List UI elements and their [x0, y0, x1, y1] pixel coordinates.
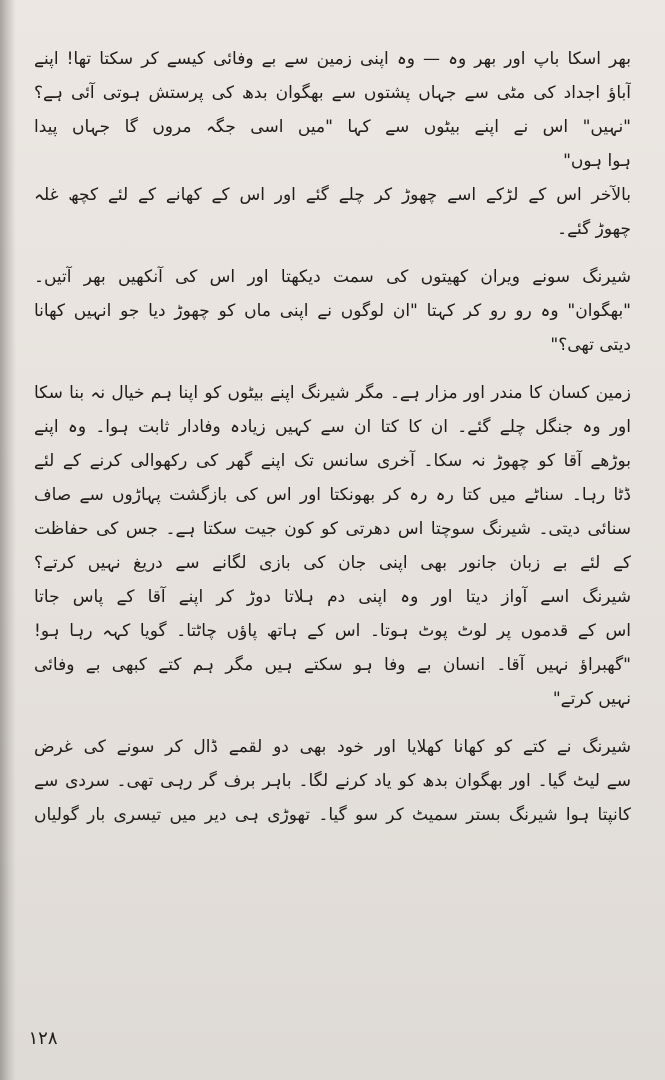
- text-line: "گھبراؤ نہیں آقا۔ انسان بے وفا ہو سکتے ہیں مگر ہم کتے کبھی بے وفائی: [34, 655, 631, 675]
- text-line: شیرنگ نے کتے کو کھانا کھلایا اور خود بھی دو لقمے ڈال کر سونے کی غرض: [34, 737, 631, 757]
- text-line: بھر اسکا باپ اور بھر وہ — وہ اپنی زمین سے بے وفائی کیسے کر سکتا تھا! اپنے: [34, 49, 631, 69]
- text-line: "بھگوان" وہ رو رو کر کہتا "ان لوگوں نے اپنی ماں کو چھوڑ دیا جو انہیں کھانا: [34, 301, 631, 321]
- paragraph-gap: [34, 246, 631, 260]
- paragraph-gap: [34, 362, 631, 376]
- text-line: سنائی دیتی۔ شیرنگ سوچتا اس دھرتی کو کون جیت سکتا ہے۔ جس کی حفاظت: [34, 519, 631, 539]
- text-line: ڈٹا رہا۔ سناٹے میں کتا رہ رہ کر بھونکتا اور اس کی بازگشت پہاڑوں سے صاف: [34, 485, 631, 505]
- text-line: چھوڑ گئے۔: [557, 219, 631, 239]
- text-line: اور وہ جنگل چلے گئے۔ ان کا کتا ان سے کہیں زیادہ وفادار ثابت ہوا۔ وہ اپنے: [34, 417, 631, 437]
- page-text: [34, 42, 631, 832]
- text-line: شیرنگ سونے ویران کھیتوں کی سمت دیکھتا اور اس کی آنکھیں بھر آتیں۔: [34, 267, 631, 287]
- text-line: اس کے قدموں پر لوٹ پوٹ ہوتا۔ اس کے ہاتھ پاؤں چاٹتا۔ گویا کہہ رہا ہو!: [34, 621, 631, 641]
- text-line: "نہیں" اس نے اپنے بیٹوں سے کہا "میں اسی جگہ مروں گا جہاں پیدا: [34, 117, 631, 137]
- text-line: کے لئے بے زبان جانور بھی اپنی جان کی بازی لگانے سے دریغ نہیں کرتے؟: [34, 553, 631, 573]
- text-line: آباؤ اجداد کی مٹی سے جہاں پشتوں سے بھگوان بدھ کی پرستش ہوتی آئی ہے؟: [34, 83, 631, 103]
- text-line: نہیں کرتے": [552, 689, 631, 709]
- text-line: زمین کسان کا مندر اور مزار ہے۔ مگر شیرنگ اپنے بیٹوں کو اپنا ہم خیال نہ بنا سکا: [34, 383, 631, 403]
- text-line: سے لیٹ گیا۔ اور بھگوان بدھ کو یاد کرنے لگا۔ باہر برف گر رہی تھی۔ سردی سے: [34, 771, 631, 791]
- page-number: ١٢٨: [28, 1028, 58, 1049]
- text-line: بوڑھے آقا کو چھوڑ نہ سکا۔ آخری سانس تک اپنے گھر کی رکھوالی کرنے کے لئے: [34, 451, 631, 471]
- text-line: ہوا ہوں": [563, 151, 631, 171]
- text-line: شیرنگ اسے آواز دیتا اور وہ اپنی دم ہلاتا دوڑ کر اپنے آقا کے پاس جاتا: [34, 587, 631, 607]
- text-line: کانپتا ہوا شیرنگ بستر سمیٹ کر سو گیا۔ تھوڑی ہی دیر میں تیسری بار گولیاں: [34, 805, 631, 825]
- text-line: بالآخر اس کے لڑکے اسے چھوڑ کر چلے گئے اور اس کے کھانے کے لئے کچھ غلہ: [34, 185, 631, 205]
- text-line: دیتی تھی؟": [550, 335, 631, 355]
- paragraph-gap: [34, 716, 631, 730]
